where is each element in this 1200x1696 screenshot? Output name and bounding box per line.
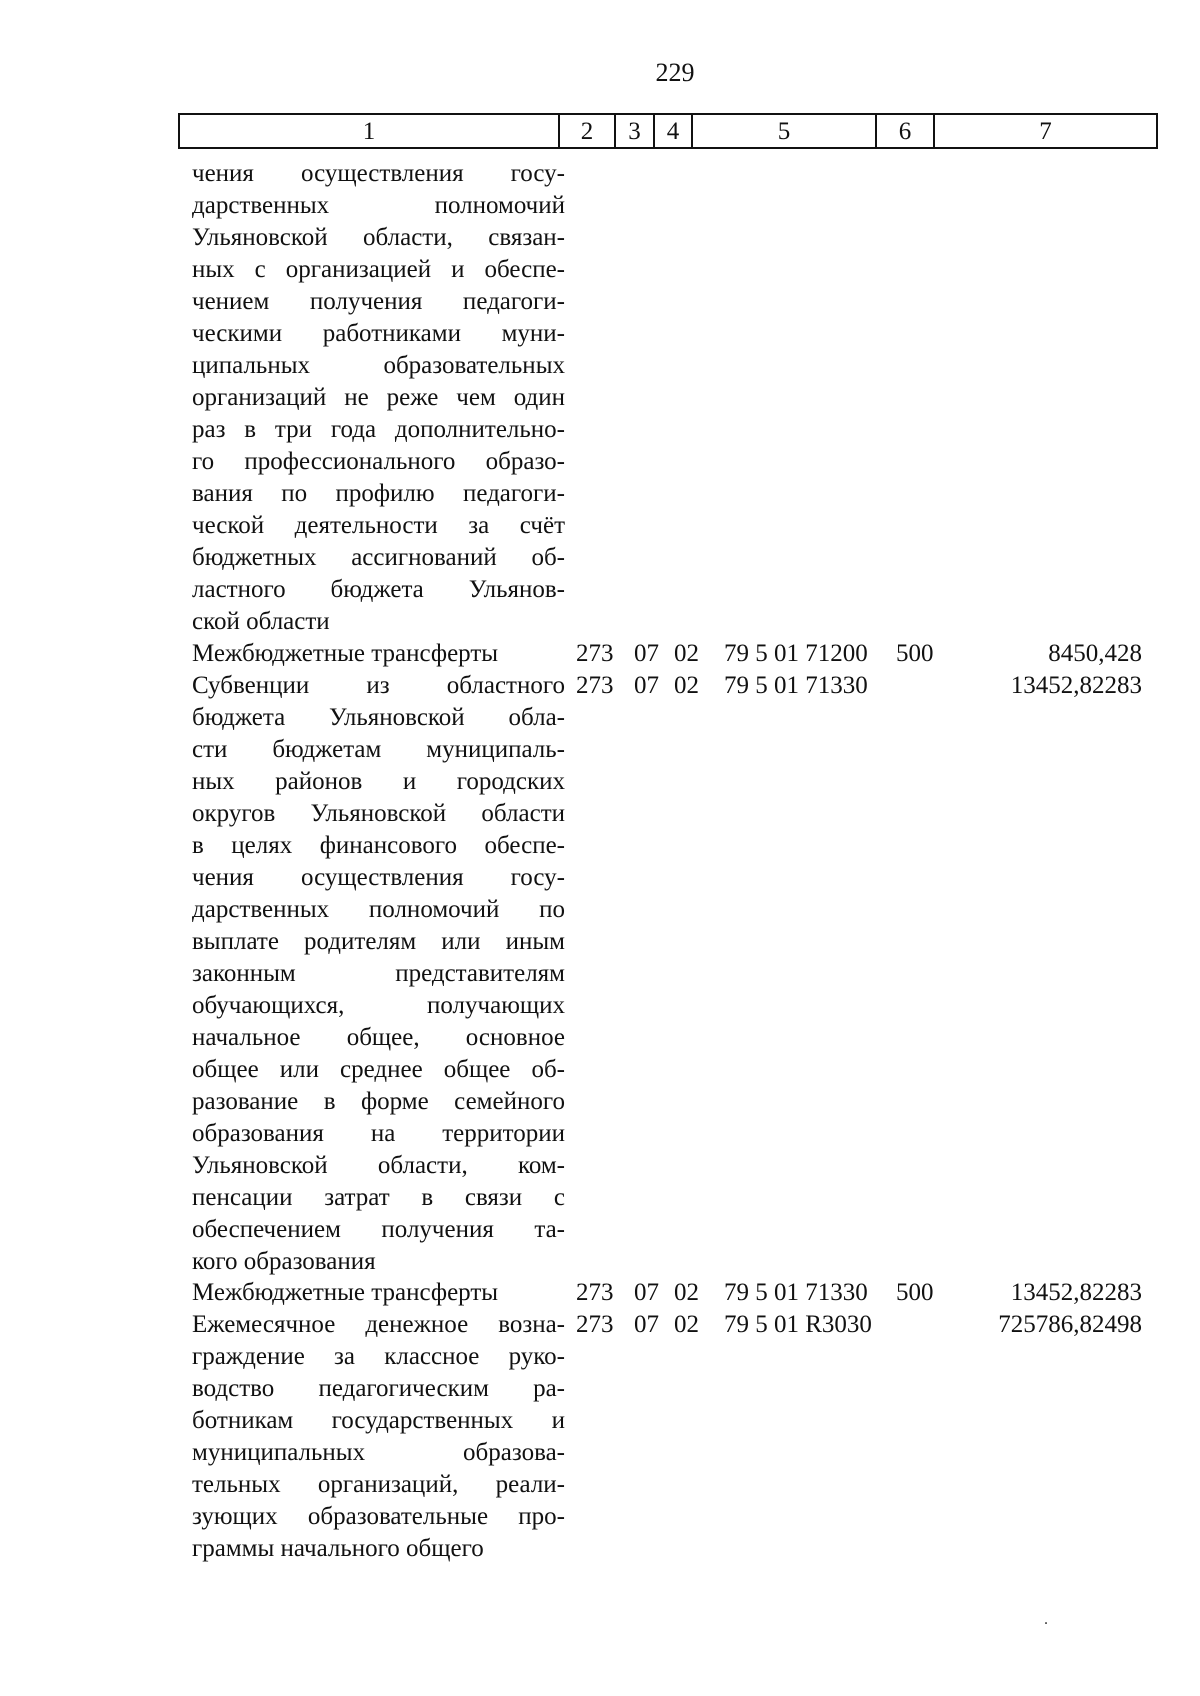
description-line: зующих образовательные про- bbox=[192, 1503, 565, 1530]
row-description bbox=[192, 670, 565, 1278]
description-line: законным представителям bbox=[192, 960, 565, 987]
description-line: чения осуществления госу- bbox=[192, 160, 565, 187]
amount: 13452,82283 bbox=[1010, 672, 1142, 699]
description-line: муниципальных образова- bbox=[192, 1439, 565, 1466]
description-line: дарственных полномочий по bbox=[192, 896, 565, 923]
description-line: выплате родителям или иным bbox=[192, 928, 565, 955]
description-line: Ульяновской области, связан- bbox=[192, 224, 565, 251]
description-line: ческими работниками муни- bbox=[192, 320, 565, 347]
header-col-6: 6 bbox=[875, 115, 933, 147]
description-line: сти бюджетам муниципаль- bbox=[192, 736, 565, 763]
description-line: округов Ульяновской области bbox=[192, 800, 565, 827]
description-line: Ежемесячное денежное возна- bbox=[192, 1311, 565, 1338]
header-col-3: 3 bbox=[614, 115, 653, 147]
row-description bbox=[192, 1277, 565, 1309]
scan-speck: ˙ bbox=[1043, 1618, 1049, 1638]
description-line: бюджета Ульяновской обла- bbox=[192, 704, 565, 731]
header-col-2: 2 bbox=[558, 115, 614, 147]
section-code: 07 bbox=[634, 640, 659, 667]
expense-type-code: 500 bbox=[896, 640, 934, 667]
description-line: организаций не реже чем один bbox=[192, 384, 565, 411]
section-code: 07 bbox=[634, 1279, 659, 1306]
description-line: начальное общее, основное bbox=[192, 1024, 565, 1051]
description-line: общее или среднее общее об- bbox=[192, 1056, 565, 1083]
target-article-code: 79 5 01 71330 bbox=[724, 1279, 868, 1306]
ministry-code: 273 bbox=[576, 672, 614, 699]
description-line: граммы начального общего bbox=[192, 1535, 484, 1562]
section-code: 07 bbox=[634, 1311, 659, 1338]
subsection-code: 02 bbox=[674, 1279, 699, 1306]
description-line: Межбюджетные трансферты bbox=[192, 640, 499, 667]
description-line: пенсации затрат в связи с bbox=[192, 1184, 565, 1211]
ministry-code: 273 bbox=[576, 1311, 614, 1338]
description-line: ластного бюджета Ульянов- bbox=[192, 576, 565, 603]
expense-type-code: 500 bbox=[896, 1279, 934, 1306]
description-line: раз в три года дополнительно- bbox=[192, 416, 565, 443]
header-col-4: 4 bbox=[653, 115, 691, 147]
amount: 8450,428 bbox=[1048, 640, 1142, 667]
ministry-code: 273 bbox=[576, 1279, 614, 1306]
subsection-code: 02 bbox=[674, 1311, 699, 1338]
header-col-7: 7 bbox=[933, 115, 1156, 147]
row-description bbox=[192, 1309, 565, 1565]
amount: 725786,82498 bbox=[998, 1311, 1142, 1338]
subsection-code: 02 bbox=[674, 672, 699, 699]
description-line: образования на территории bbox=[192, 1120, 565, 1147]
description-line: в целях финансового обеспе- bbox=[192, 832, 565, 859]
description-line: разование в форме семейного bbox=[192, 1088, 565, 1115]
header-col-5: 5 bbox=[691, 115, 875, 147]
row-description bbox=[192, 158, 565, 638]
section-code: 07 bbox=[634, 672, 659, 699]
description-line: ных районов и городских bbox=[192, 768, 565, 795]
description-line: Субвенции из областного bbox=[192, 672, 565, 699]
description-line: чения осуществления госу- bbox=[192, 864, 565, 891]
description-line: граждение за классное руко- bbox=[192, 1343, 565, 1370]
description-line: ципальных образовательных bbox=[192, 352, 565, 379]
description-line: кого образования bbox=[192, 1248, 376, 1275]
target-article-code: 79 5 01 R3030 bbox=[724, 1311, 872, 1338]
target-article-code: 79 5 01 71330 bbox=[724, 672, 868, 699]
description-line: ческой деятельности за счёт bbox=[192, 512, 565, 539]
description-line: бюджетных ассигнований об- bbox=[192, 544, 565, 571]
description-line: вания по профилю педагоги- bbox=[192, 480, 565, 507]
description-line: ской области bbox=[192, 608, 330, 635]
description-line: ботникам государственных и bbox=[192, 1407, 565, 1434]
row-description bbox=[192, 638, 565, 670]
ministry-code: 273 bbox=[576, 640, 614, 667]
header-col-1: 1 bbox=[362, 118, 376, 145]
description-line: чением получения педагоги- bbox=[192, 288, 565, 315]
description-line: обеспечением получения та- bbox=[192, 1216, 565, 1243]
description-line: обучающихся, получающих bbox=[192, 992, 565, 1019]
target-article-code: 79 5 01 71200 bbox=[724, 640, 868, 667]
description-line: водство педагогическим ра- bbox=[192, 1375, 565, 1402]
amount: 13452,82283 bbox=[1010, 1279, 1142, 1306]
subsection-code: 02 bbox=[674, 640, 699, 667]
page-number: 229 bbox=[655, 58, 695, 87]
description-line: тельных организаций, реали- bbox=[192, 1471, 565, 1498]
description-line: го профессионального образо- bbox=[192, 448, 565, 475]
description-line: ных с организацией и обеспе- bbox=[192, 256, 565, 283]
description-line: Ульяновской области, ком- bbox=[192, 1152, 565, 1179]
table-header bbox=[178, 113, 1158, 149]
description-line: дарственных полномочий bbox=[192, 192, 565, 219]
description-line: Межбюджетные трансферты bbox=[192, 1279, 499, 1306]
